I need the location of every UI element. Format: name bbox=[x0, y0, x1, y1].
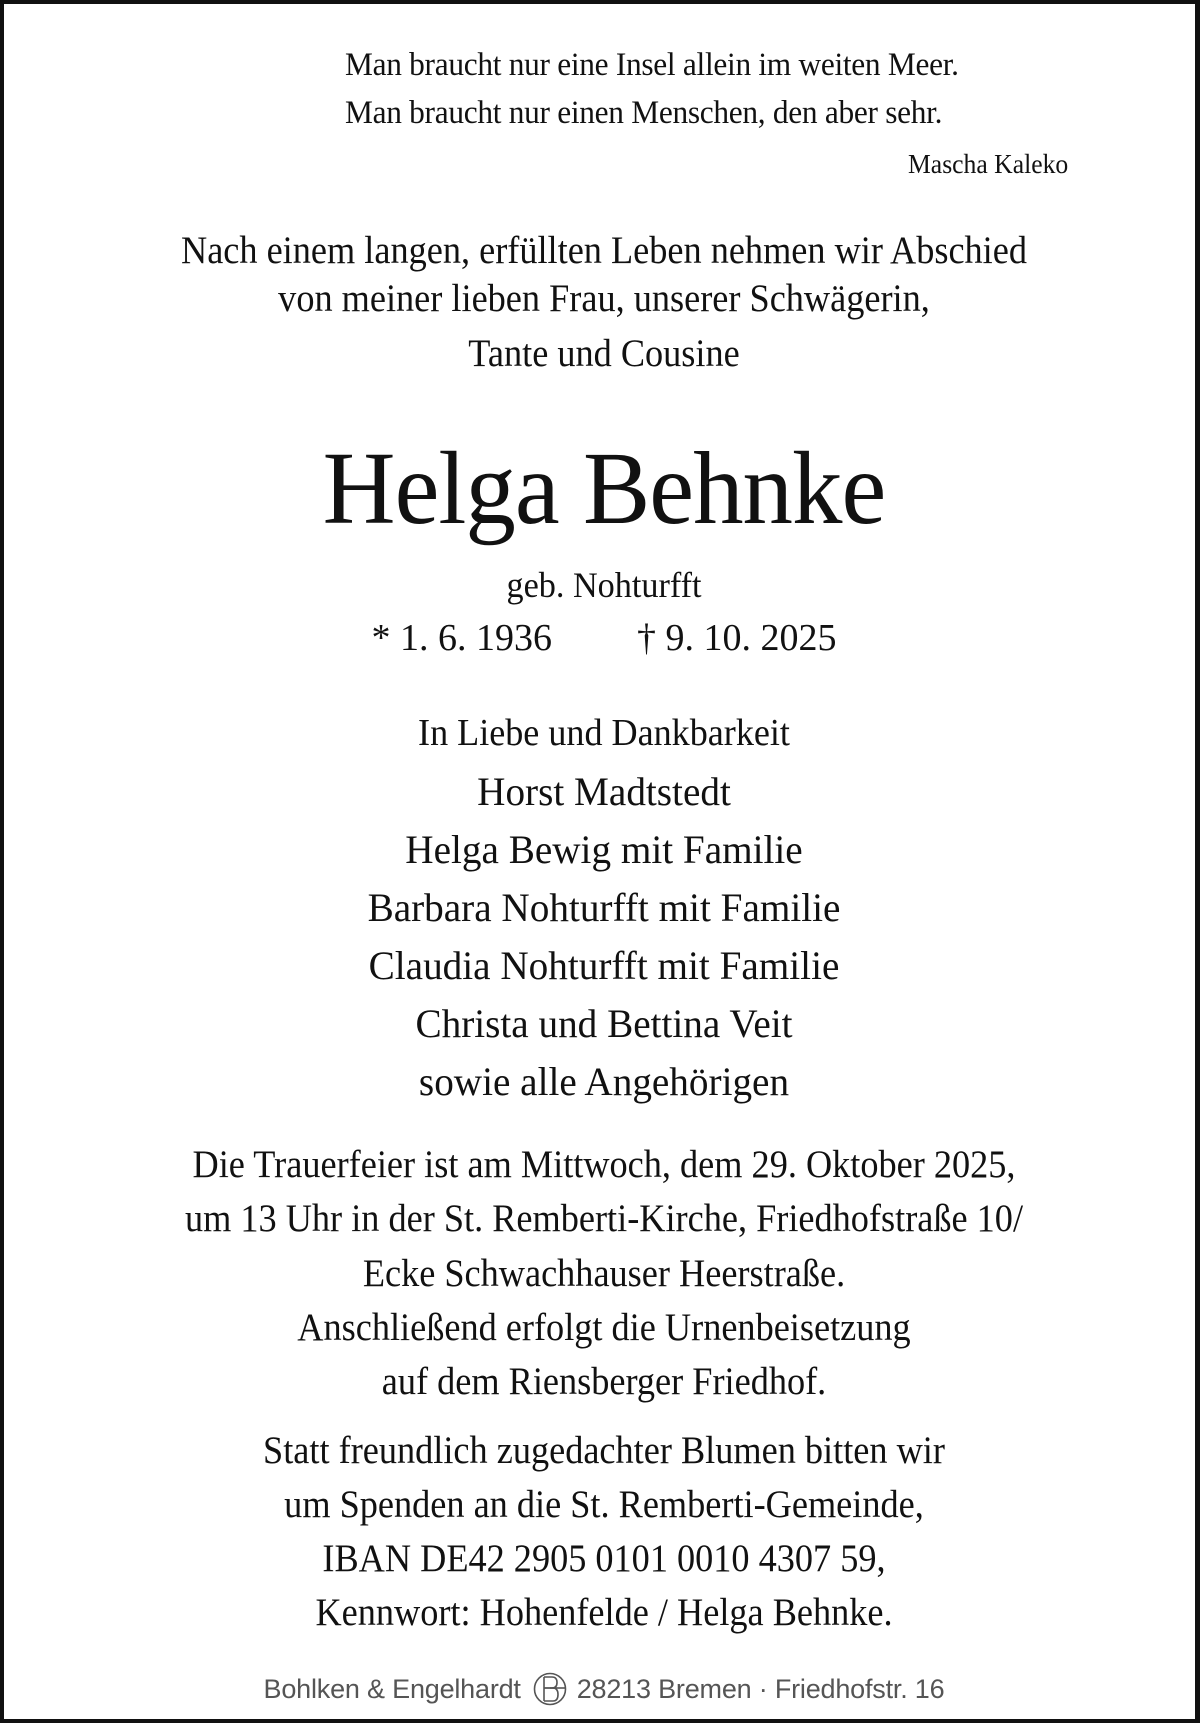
be-monogram-circle-icon bbox=[533, 1672, 567, 1706]
deceased-name: Helga Behnke bbox=[322, 431, 886, 546]
intro-line: von meiner lieben Frau, unserer Schwägerin, bbox=[278, 277, 930, 320]
funeral-home-address: 28213 Bremen · Friedhofstr. 16 bbox=[576, 1673, 945, 1704]
mourner-name: sowie alle Angehörigen bbox=[418, 1059, 790, 1104]
intro-line: Tante und Cousine bbox=[468, 332, 740, 375]
mourner-name: Horst Madtstedt bbox=[477, 769, 731, 814]
born-name: geb. Nohturfft bbox=[506, 565, 702, 605]
intro-line: Nach einem langen, erfüllten Leben nehmen wir Abschied bbox=[180, 229, 1027, 272]
funeral-home-name: Bohlken & Engelhardt bbox=[263, 1673, 521, 1704]
donation-line: Statt freundlich zugedachter Blumen bitten wir bbox=[263, 1429, 945, 1472]
service-line: Ecke Schwachhauser Heerstraße. bbox=[362, 1252, 846, 1295]
service-line: auf dem Riensberger Friedhof. bbox=[381, 1360, 827, 1403]
donation-line: Kennwort: Hohenfelde / Helga Behnke. bbox=[315, 1591, 893, 1634]
service-line: um 13 Uhr in der St. Remberti-Kirche, Friedhofstraße 10/ bbox=[184, 1197, 1024, 1240]
quote-line: Man braucht nur einen Menschen, den aber sehr. bbox=[345, 95, 943, 131]
service-line: Anschließend erfolgt die Urnenbeisetzung bbox=[297, 1306, 911, 1349]
mourner-name: Claudia Nohturfft mit Familie bbox=[368, 943, 840, 988]
quote-line: Man braucht nur eine Insel allein im weiten Meer. bbox=[345, 47, 959, 83]
life-dates bbox=[4, 616, 1200, 660]
mourner-name: Christa und Bettina Veit bbox=[415, 1001, 793, 1046]
quote-author: Mascha Kaleko bbox=[908, 149, 1069, 179]
service-line: Die Trauerfeier ist am Mittwoch, dem 29. Oktober 2025, bbox=[192, 1143, 1016, 1186]
mourner-name: Barbara Nohturfft mit Familie bbox=[367, 885, 841, 930]
death-date: † 9. 10. 2025 bbox=[637, 617, 837, 659]
donation-line: um Spenden an die St. Remberti-Gemeinde, bbox=[284, 1483, 924, 1526]
funeral-home-footer bbox=[4, 1672, 1200, 1706]
mourners-intro: In Liebe und Dankbarkeit bbox=[418, 712, 790, 754]
birth-date: * 1. 6. 1936 bbox=[371, 617, 552, 659]
mourner-name: Helga Bewig mit Familie bbox=[405, 827, 803, 872]
donation-line: IBAN DE42 2905 0101 0010 4307 59, bbox=[322, 1537, 886, 1580]
